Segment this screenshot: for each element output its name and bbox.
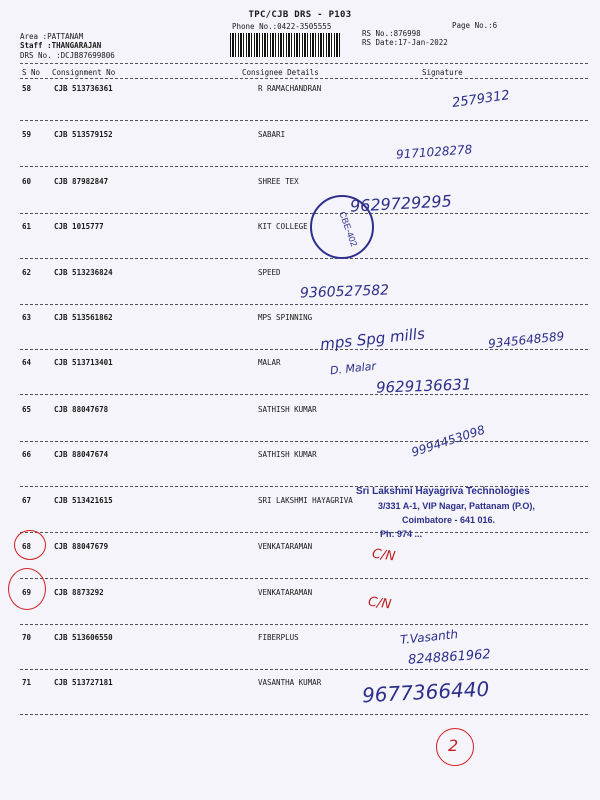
signature-70-phone: 8248861962 (407, 647, 492, 668)
cn-mark-68: C/N (371, 546, 397, 565)
signature-63-phone: 9345648589 (487, 329, 565, 351)
table-row (0, 222, 600, 234)
consignee-name: VASANTHA KUMAR (258, 678, 322, 687)
consignee-name: FIBERPLUS (258, 633, 299, 642)
row-number: 62 (22, 268, 32, 277)
consignment-number: CJB 513561862 (54, 313, 113, 322)
signature-59: 9171028278 (395, 142, 473, 162)
phone-number: Phone No.:0422-3505555 (232, 22, 332, 31)
consignee-name: SHREE TEX (258, 177, 299, 186)
row-divider (20, 394, 588, 395)
round-stamp-text: CBE-402 (337, 210, 360, 248)
drs-number: DRS No. :DCJB87699806 (20, 51, 115, 60)
table-row (0, 313, 600, 325)
circled-number: 2 (448, 736, 459, 755)
colhead-divider (20, 78, 588, 79)
barcode (230, 33, 340, 57)
consignment-number: CJB 513236824 (54, 268, 113, 277)
consignment-number: CJB 87982847 (54, 177, 109, 186)
consignment-number: CJB 513727181 (54, 678, 113, 687)
row-divider (20, 578, 588, 579)
consignment-number: CJB 88047679 (54, 542, 109, 551)
consignment-number: CJB 513606550 (54, 633, 113, 642)
row-number: 60 (22, 177, 32, 186)
header-divider (20, 63, 588, 64)
consignee-name: SPEED (258, 268, 281, 277)
cn-mark-69: C/N (367, 594, 393, 613)
row-divider (20, 120, 588, 121)
consignment-number: CJB 513421615 (54, 496, 113, 505)
table-row (0, 358, 600, 370)
page-number: Page No.:6 (452, 21, 498, 30)
row-number: 65 (22, 405, 32, 414)
consignment-number: CJB 88047674 (54, 450, 109, 459)
area-label: Area :PATTANAM (20, 32, 84, 41)
consignment-number: CJB 513579152 (54, 130, 113, 139)
signature-58: 2579312 (451, 88, 511, 111)
row-divider (20, 624, 588, 625)
consignment-number: CJB 1015777 (54, 222, 104, 231)
row-divider (20, 669, 588, 670)
consignee-name: MALAR (258, 358, 281, 367)
table-row (0, 542, 600, 554)
row-number: 63 (22, 313, 32, 322)
row-divider (20, 441, 588, 442)
table-row (0, 177, 600, 189)
rs-date: RS Date:17-Jan-2022 (362, 38, 448, 47)
stamp-phone: Ph: 974 ... (380, 529, 423, 539)
row-number: 61 (22, 222, 32, 231)
signature-71-phone: 9677366440 (361, 676, 490, 708)
row-number: 66 (22, 450, 32, 459)
col-sno: S No (22, 68, 41, 77)
consignee-name: VENKATARAMAN (258, 588, 313, 597)
col-consignment: Consignment No (52, 68, 116, 77)
table-row (0, 633, 600, 645)
signature-66-phone: 9994453098 (409, 422, 487, 460)
row-number: 59 (22, 130, 32, 139)
stamp-address: 3/331 A-1, VIP Nagar, Pattanam (P.O), (378, 501, 535, 511)
row-divider (20, 258, 588, 259)
table-row (0, 268, 600, 280)
signature-64-phone: 9629136631 (375, 375, 472, 397)
table-row (0, 405, 600, 417)
table-row (0, 588, 600, 600)
consignment-number: CJB 8873292 (54, 588, 104, 597)
sheet-title: TPC/CJB DRS - P103 (248, 10, 352, 20)
consignee-name: R RAMACHANDRAN (258, 84, 322, 93)
row-number: 67 (22, 496, 32, 505)
table-row (0, 84, 600, 96)
row-number: 69 (22, 588, 32, 597)
row-divider (20, 166, 588, 167)
row-number: 71 (22, 678, 32, 687)
consignee-name: KIT COLLEGE (258, 222, 308, 231)
consignee-name: SABARI (258, 130, 286, 139)
consignee-name: SATHISH KUMAR (258, 405, 317, 414)
row-divider (20, 532, 588, 533)
row-divider (20, 304, 588, 305)
row-number: 70 (22, 633, 32, 642)
signature-70-name: T.Vasanth (399, 627, 459, 647)
consignee-name: SRI LAKSHMI HAYAGRIVA (258, 496, 353, 505)
consignee-name: SATHISH KUMAR (258, 450, 317, 459)
consignment-number: CJB 513736361 (54, 84, 113, 93)
rs-number: RS No.:876998 (362, 29, 421, 38)
signature-64-name: D. Malar (329, 359, 377, 378)
col-consignee: Consignee Details (242, 68, 319, 77)
table-row (0, 130, 600, 142)
row-number: 68 (22, 542, 32, 551)
red-circle-69 (8, 568, 46, 610)
table-row (0, 678, 600, 690)
row-number: 58 (22, 84, 32, 93)
signature-60: 9629729295 (349, 191, 453, 216)
col-signature: Signature (422, 68, 463, 77)
table-row (0, 450, 600, 462)
signature-62: 9360527582 (299, 282, 390, 302)
red-circle-68 (14, 530, 46, 560)
staff-label: Staff :THANGARAJAN (20, 41, 102, 50)
row-number: 64 (22, 358, 32, 367)
consignment-number: CJB 88047678 (54, 405, 109, 414)
consignee-name: MPS SPINNING (258, 313, 313, 322)
stamp-company: Sri Lakshmi Hayagriva Technologies (356, 486, 530, 497)
row-divider (20, 213, 588, 214)
row-divider (20, 714, 588, 715)
consignment-number: CJB 513713401 (54, 358, 113, 367)
stamp-city: Coimbatore - 641 016. (402, 515, 496, 525)
signature-63-name: mps Spg mills (319, 324, 426, 354)
consignee-name: VENKATARAMAN (258, 542, 313, 551)
